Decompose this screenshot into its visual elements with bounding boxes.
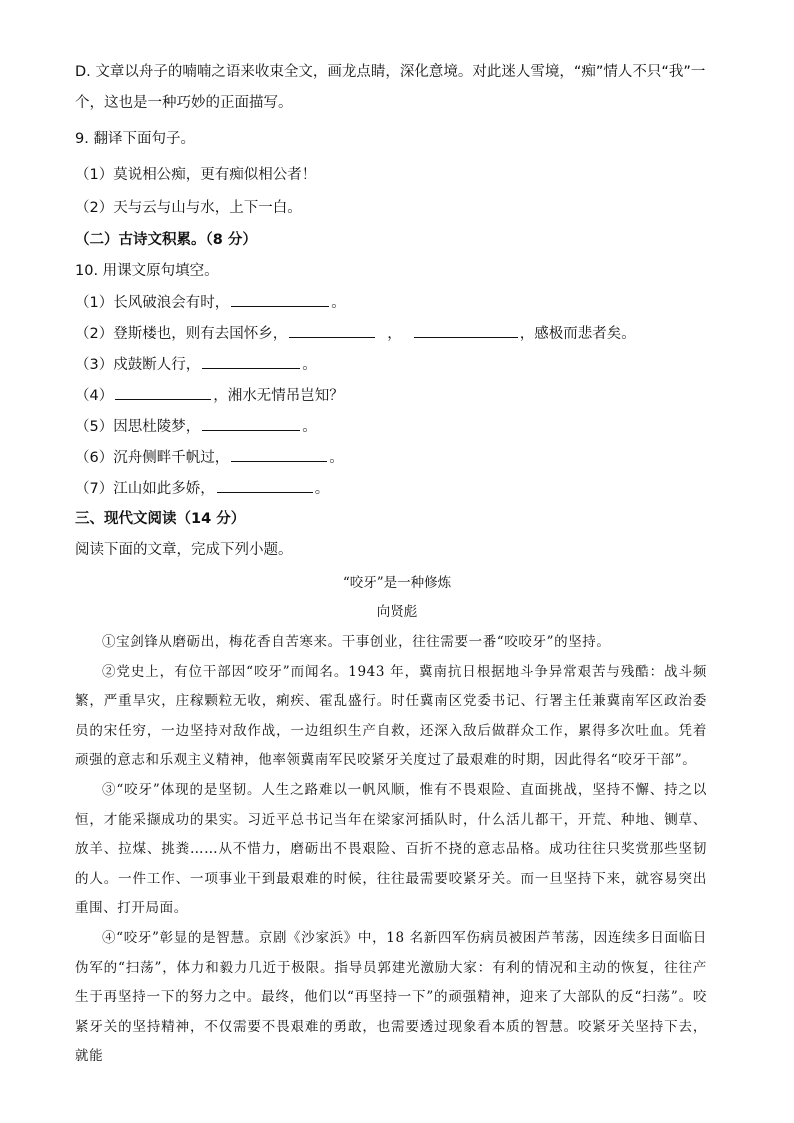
q10-item-1: [75, 292, 346, 313]
answer-blank[interactable]: [202, 416, 300, 431]
article-paragraph-3: ③“咬牙”体现的是坚韧。人生之路难以一帆风顺，惟有不畏艰险、直面挑战，坚持不懈、持之以恒，才能采撷成功的果实。习近平总书记当年在梁家河插队时，什么活儿都干，开荒、种地、铡草、放羊、拉煤、挑粪……从不惜力，磨砺出不畏艰险、百折不挠的意志品格。成功往往只奖赏那些坚韧的人。一件工作、一项事业干到最艰难的时候，往往最需要咬紧牙关。而一旦坚持下来，就容易突出重围、打开局面。: [75, 781, 707, 917]
q10-item-1-text: （1）长风破浪会有时，: [75, 295, 230, 311]
q10-item-7: [75, 478, 329, 499]
q10-item-2-text: （2）登斯楼也，则有去国怀乡，: [75, 326, 288, 342]
article-paragraph-4: ④“咬牙”彰显的是智慧。京剧《沙家浜》中，18 名新四军伤病员被困芦苇荡，因连续多日面临日伪军的“扫荡”，体力和毅力几近于极限。指导员郭建光激励大家：有利的情况和主动的恢复，往往产生于再坚持一下的努力之中。最终，他们以“再坚持一下”的顽强精神，迎来了大部队的反“扫荡”。咬紧牙关的坚持精神，不仅需要不畏艰难的勇敢，也需要透过现象看本质的智慧。咬紧牙关坚持下去，就能: [75, 929, 707, 1065]
answer-blank[interactable]: [217, 478, 313, 493]
q9-prompt: 9. 翻译下面句子。: [75, 131, 195, 147]
option-d-line-2: 个，这也是一种巧妙的正面描写。: [75, 95, 293, 111]
answer-blank[interactable]: [414, 323, 518, 338]
answer-blank[interactable]: [231, 447, 327, 462]
reading-instruction: 阅读下面的文章，完成下列小题。: [75, 542, 293, 558]
q10-item-4-text: （4）: [75, 388, 114, 404]
q10-item-5-end: 。: [302, 419, 317, 435]
answer-blank[interactable]: [202, 354, 300, 369]
article-author: 向贤彪: [376, 604, 418, 620]
q10-item-7-text: （7）江山如此多娇，: [75, 481, 215, 497]
q10-item-5-text: （5）因思杜陵梦，: [75, 419, 201, 435]
q10-item-7-end: 。: [314, 481, 330, 497]
q10-item-2: [75, 323, 636, 344]
article-paragraph-2: ②党史上，有位干部因“咬牙”而闻名。1943 年，冀南抗日根据地斗争异常艰苦与残酷：战斗频繁，严重旱灾，庄稼颗粒无收，痢疾、霍乱盛行。时任冀南区党委书记、行署主任兼冀南军区政治委员的宋任穷，一边坚持对敌作战，一边组织生产自救，还深入敌后做群众工作，累得多次吐血。凭着顽强的意志和乐观主义精神，他率领冀南军民咬紧牙关度过了最艰难的时期，因此得名“咬牙干部”。: [75, 663, 707, 769]
q10-item-2-sep: ，: [387, 326, 402, 342]
article-title: “咬牙”是一种修炼: [342, 575, 452, 591]
q10-item-5: [75, 416, 317, 437]
q10-item-6-text: （6）沉舟侧畔千帆过，: [75, 450, 230, 466]
q9-item-1: （1）莫说相公痴，更有痴似相公者！: [75, 167, 317, 183]
answer-blank[interactable]: [115, 385, 211, 400]
section-3-heading: 三、现代文阅读（14 分）: [75, 511, 246, 527]
answer-blank[interactable]: [289, 323, 375, 338]
q9-item-2: （2）天与云与山与水，上下一白。: [75, 200, 302, 216]
q10-item-4-end: ，湘水无情吊岂知？: [213, 388, 344, 404]
q10-item-6-end: 。: [329, 450, 344, 466]
q10-item-6: [75, 447, 344, 468]
q10-prompt: 10. 用课文原句填空。: [75, 263, 219, 279]
q10-item-2-end: ，感极而悲者矣。: [519, 326, 636, 342]
q10-item-3-end: 。: [302, 357, 317, 373]
section-2-heading: （二）古诗文积累。（8 分）: [75, 232, 257, 248]
q10-item-4: [75, 385, 344, 406]
answer-blank[interactable]: [231, 292, 329, 307]
article-paragraph-1: ①宝剑锋从磨砺出，梅花香自苦寒来。干事创业，往往需要一番“咬咬牙”的坚持。: [102, 634, 611, 650]
q10-item-1-end: 。: [331, 295, 346, 311]
article-body: [75, 628, 707, 1072]
q10-item-3-text: （3）戍鼓断人行，: [75, 357, 201, 373]
q10-item-3: [75, 354, 317, 375]
option-d-line-1: D. 文章以舟子的喃喃之语来收束全文，画龙点睛，深化意境。对此迷人雪境，“痴”情人不只“我”一: [75, 64, 706, 80]
